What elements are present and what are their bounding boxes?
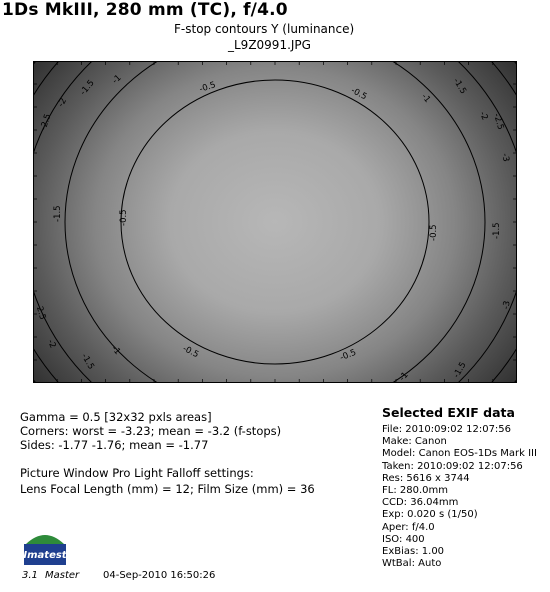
exif-value: 280.0mm <box>399 485 449 496</box>
exif-value: 400 <box>405 533 425 545</box>
contour-label: -2 <box>476 110 490 122</box>
contour-label: -0.5 <box>119 209 129 226</box>
contour-label: -2.5 <box>38 112 54 132</box>
exif-key: ExBias: <box>382 546 419 557</box>
contour-label: -0.5 <box>198 80 218 95</box>
exif-row <box>382 534 425 545</box>
exif-key: CCD: <box>382 497 408 509</box>
contour-label: -1.5 <box>53 205 63 222</box>
contour-label: -2 <box>44 338 58 350</box>
pw-settings-values: Lens Focal Length (mm) = 12; Film Size (mm) = 36 <box>20 482 315 496</box>
exif-row <box>382 509 478 520</box>
contour-label: -1 <box>109 344 123 357</box>
contour-label: -1.5 <box>78 352 96 372</box>
contour-label: -0.5 <box>180 343 201 361</box>
contour-label: -1 <box>419 92 433 105</box>
exif-value: 1.00 <box>421 546 445 557</box>
exif-value: 36.04mm <box>410 497 459 509</box>
contour-label: -2 <box>56 96 70 109</box>
exif-value: 5616 x 3744 <box>406 472 470 484</box>
contour-label: -0.5 <box>349 85 369 103</box>
exif-key: Aper: <box>382 521 409 533</box>
corners-text: Corners: worst = -3.23; mean = -3.2 (f-stops) <box>20 424 282 438</box>
exif-key: Exp: <box>382 509 404 521</box>
exif-value: 2010:09:02 12:07:56 <box>417 460 523 472</box>
contour-label: -1 <box>397 370 411 383</box>
chart-title: 1Ds MkIII, 280 mm (TC), f/4.0 <box>2 0 288 20</box>
contour-label: -1.5 <box>492 222 502 239</box>
exif-key: ISO: <box>382 533 403 545</box>
exif-key: File: <box>382 424 403 435</box>
exif-key: Res: <box>382 472 404 484</box>
exif-row <box>382 424 511 435</box>
exif-row <box>382 485 448 496</box>
contour-label: -3 <box>499 152 511 163</box>
contour-label: -1.5 <box>451 360 469 380</box>
exif-key: Make: <box>382 436 412 448</box>
sides-text: Sides: -1.77 -1.76; mean = -1.77 <box>20 438 209 452</box>
exif-row <box>382 546 444 557</box>
contour-label: -3 <box>501 300 513 311</box>
edition-label: Master <box>45 570 80 581</box>
exif-row <box>382 497 458 508</box>
exif-row <box>382 461 523 472</box>
contour-plot <box>33 61 517 383</box>
gamma-text: Gamma = 0.5 [32x32 pxls areas] <box>20 410 212 424</box>
contour-label: -0.5 <box>338 347 358 364</box>
exif-key: WtBal: <box>382 558 415 570</box>
logo-text: Imatest <box>23 550 67 561</box>
exif-value: f/4.0 <box>411 521 435 533</box>
exif-row <box>382 448 537 459</box>
exif-value: 0.020 s (1/50) <box>407 509 478 521</box>
contour-label: -1.5 <box>78 78 97 98</box>
exif-row <box>382 473 470 484</box>
file-name: _L9Z0991.JPG <box>228 38 311 52</box>
exif-key: FL: <box>382 485 397 496</box>
pw-settings-heading: Picture Window Pro Light Falloff settings: <box>20 466 254 480</box>
exif-row <box>382 558 441 569</box>
chart-subtitle: F-stop contours Y (luminance) <box>174 22 355 36</box>
exif-value: 2010:09:02 12:07:56 <box>405 424 512 435</box>
imatest-logo <box>22 530 68 567</box>
version-number: 3.1 <box>22 570 38 581</box>
contour-label: -2.5 <box>33 302 48 322</box>
exif-row <box>382 522 435 533</box>
exif-heading: Selected EXIF data <box>382 405 515 420</box>
report-timestamp: 04-Sep-2010 16:50:26 <box>103 570 216 581</box>
contour-label: -0.5 <box>429 224 439 241</box>
contour-label: -2.5 <box>491 112 506 132</box>
exif-value: Canon <box>414 436 447 448</box>
exif-key: Model: <box>382 448 416 460</box>
exif-value: Auto <box>418 558 442 570</box>
contour-label: -1.5 <box>450 76 469 96</box>
exif-value: Canon EOS-1Ds Mark III <box>418 448 537 460</box>
exif-key: Taken: <box>382 460 414 472</box>
exif-row <box>382 436 447 447</box>
contour-label: -1 <box>110 73 124 87</box>
luminance-field <box>33 61 517 383</box>
